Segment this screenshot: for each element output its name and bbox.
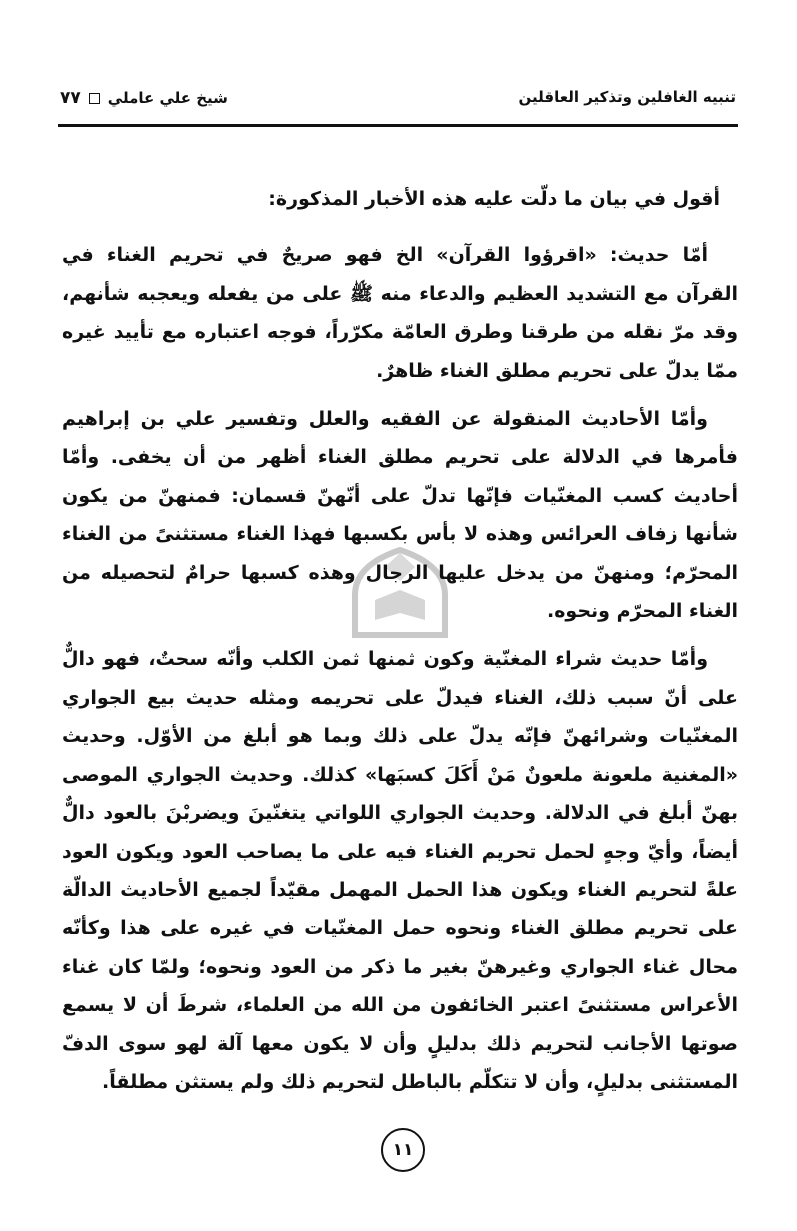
paragraph: وأمّا الأحاديث المنقولة عن الفقيه والعلل وتفسير علي بن إبراهيم فأمرها في الدلالة على تحريم مطلق الغناء أظهر من أن يخفى. وأمّا أحاديث كسب المغنّيات فإنّها تدلّ على أنّهنّ قسمان: فمنهنّ من يكون شأنها زفاف العرائس وهذه لا بأس بكسبها فهذا الغناء مستثنىً من الغناء المحرّم؛ ومنهنّ من يدخل عليها الرجال وهذه كسبها حرامٌ لتحصيله من الغناء المحرّم ونحوه. — [62, 408, 738, 623]
square-separator-icon — [89, 93, 100, 104]
header-page-number: ٧٧ — [60, 88, 81, 108]
paragraph: أمّا حديث: «اقرؤوا القرآن» الخ فهو صريحٌ في تحريم الغناء في القرآن مع التشديد العظيم والدعاء منه ﷺ على من يفعله ويعجبه شأنهم، وقد مرّ نقله من طرقنا وطرق العامّة مكرّراً، فوجه اعتباره مع تأييد غيره ممّا يدلّ على تحريم مطلق الغناء ظاهرٌ. — [62, 244, 738, 382]
author-name: شيخ علي عاملي — [107, 89, 228, 107]
footer-page-number-text: ١١ — [392, 1140, 414, 1160]
author-page-block — [60, 88, 228, 108]
paragraph: وأمّا حديث شراء المغنّية وكون ثمنها ثمن الكلب وأنّه سحتٌ، فهو دالٌّ على أنّ سبب ذلك، الغناء فيدلّ على تحريمه ومثله حديث بيع الجواري المغنّيات وشرائهنّ فإنّه يدلّ على ذلك وبما هو أبلغ من الأوّل. وحديث «المغنية ملعونة ملعونٌ مَنْ أَكَلَ كسبَها» كذلك. وحديث الجواري الموصى بهنّ أبلغ في الدلالة. وحديث الجواري اللواتي يتغنّينَ ويضربْنَ بالعود دالٌّ أيضاً، وأيّ وجهٍ لحمل تحريم الغناء فيه على ما يصاحب العود ويكون العود علةً لتحريم الغناء ويكون هذا الحمل المهمل مقيّداً لجميع الأحاديث الدالّة على تحريم مطلق الغناء ونحوه حمل المغنّيات في غيره على هذا وكأنّه محال غناء الجواري وغيرهنّ بغير ما ذكر من العود ونحوه؛ ولمّا كان غناء الأعراس مستثنىً اعتبر الخائفون من الله من العلماء، شرطَ أن لا يسمع صوتها الأجانب لتحريم ذلك بدليلٍ وأن لا يكون معها آلة لهو سوى الدفّ المستثنى بدليلٍ، وأن لا تتكلّم بالباطل لتحريم ذلك ولم يستثن مطلقاً. — [62, 648, 738, 1093]
page-body — [62, 180, 738, 1111]
header-rule — [58, 124, 738, 127]
footer-page-number — [381, 1128, 425, 1172]
section-heading: أقول في بيان ما دلّت عليه هذه الأخبار المذكورة: — [268, 188, 720, 210]
running-header — [60, 88, 736, 118]
book-title: تنبيه الغافلين وتذكير العاقلين — [518, 88, 736, 106]
